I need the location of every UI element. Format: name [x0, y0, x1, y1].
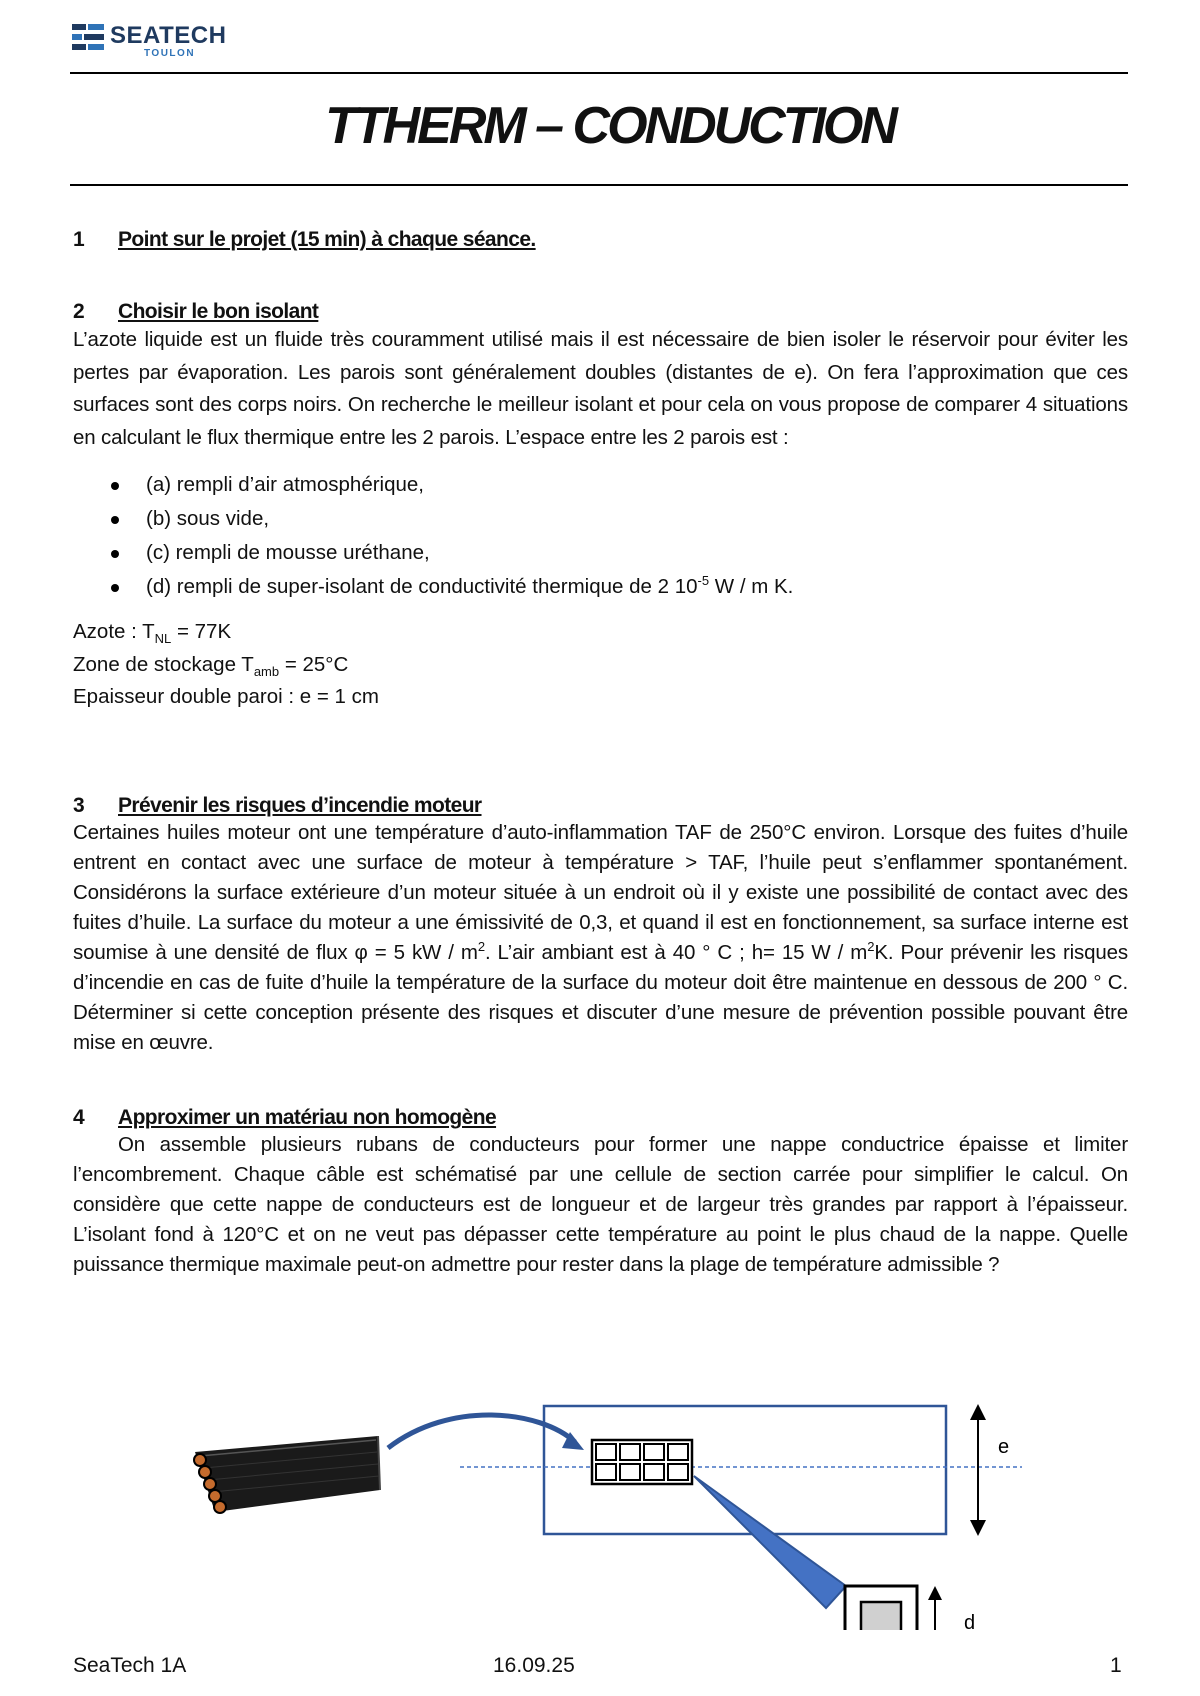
footer-course: SeaTech 1A — [73, 1654, 187, 1677]
section-3-number: 3 — [73, 794, 85, 817]
section-2-heading — [73, 300, 1128, 324]
logo-name: SEATECH — [110, 22, 227, 49]
section-3-text-1: Certaines huiles moteur ont une température d’auto-inflammation TAF de 250°C environ. Lorsque des fuites d’huile entrent en contact avec une surface de moteur à température > TAF, l’huile peut s’enflammer spontanément. Considérons la surface extérieure d’un moteur située à un endroit où il y existe une possibilité de contact avec des fuites d’huile. La surface du moteur a une émissivité de 0,3, et quand il est en fonctionnement, sa surface interne est soumise à une densité de flux φ = 5 kW / m — [73, 821, 1128, 964]
section-4-paragraph: On assemble plusieurs rubans de conducteurs pour former une nappe conductrice épaisse et limiter l’encombrement. Chaque câble est schématisé par une cellule de section carrée pour simplifier le calcul. On considère que cette nappe de conducteurs est de longueur et de largeur très grandes par rapport à l’épaisseur. L’isolant fond à 120°C et on ne veut pas dépasser cette température au point le plus chaud de la nappe. Quelle puissance thermique maximale peut-on admettre pour rester dans la plage de température admissible ? — [73, 1133, 1128, 1276]
bullet-icon — [111, 516, 119, 524]
footer-page-number: 1 — [1110, 1654, 1122, 1677]
azote-label: Azote : T — [73, 620, 155, 643]
cell-arrow-up — [928, 1586, 942, 1600]
section-4 — [73, 1106, 1128, 1280]
list-item — [73, 468, 1128, 502]
page-title: TTHERM – CONDUCTION — [325, 97, 895, 155]
wall-thickness: Epaisseur double paroi : e = 1 cm — [73, 685, 379, 708]
header-rule-bottom — [70, 184, 1128, 186]
curved-arrow — [388, 1415, 575, 1448]
section-1 — [73, 228, 1128, 252]
seatech-logo — [72, 18, 242, 60]
thickness-arrow-down — [970, 1520, 986, 1536]
bullet-icon — [111, 584, 119, 592]
storage-label: Zone de stockage T — [73, 652, 254, 676]
bullet-icon — [111, 550, 119, 558]
section-3-exponent-2: 2 — [867, 939, 875, 955]
given-data — [73, 616, 1128, 714]
option-d-exponent: -5 — [697, 573, 710, 589]
option-d-suffix: W / m K. — [709, 575, 794, 598]
option-c: (c) rempli de mousse uréthane, — [146, 541, 430, 564]
storage-subscript: amb — [253, 663, 280, 679]
section-4-heading — [73, 1106, 1128, 1130]
section-2-title: Choisir le bon isolant — [118, 300, 319, 323]
storage-value: = 25°C — [279, 652, 349, 676]
section-3 — [73, 794, 1128, 1058]
bullet-icon — [111, 482, 119, 490]
flat-cable-photo — [194, 1436, 380, 1513]
section-1-heading — [73, 228, 1128, 252]
section-2-paragraph: L’azote liquide est un fluide très couramment utilisé mais il est nécessaire de bien isoler le réservoir pour éviter les pertes par évaporation. Les parois sont généralement doubles (distantes de e). On fera l’approximation que ces surfaces sont des corps noirs. On recherche le meilleur isolant et pour cela on vous propose de comparer 4 situations en calculant le flux thermique entre les 2 parois. L’espace entre les 2 parois est : — [73, 328, 1128, 449]
zoom-callout-wedge — [694, 1476, 846, 1608]
logo-subtitle: TOULON — [144, 48, 196, 59]
option-d-prefix: (d) rempli de super-isolant de conductivité thermique de 2 10 — [146, 575, 698, 598]
azote-temperature — [73, 616, 1128, 649]
section-3-heading — [73, 794, 1128, 818]
section-1-title: Point sur le projet (15 min) à chaque séance. — [118, 228, 536, 251]
insulation-options-list — [73, 468, 1128, 604]
cell-grid — [592, 1440, 692, 1484]
thickness-arrow-up — [970, 1404, 986, 1420]
seatech-logo-icon — [72, 22, 108, 54]
section-3-exponent-1: 2 — [477, 939, 485, 955]
option-d — [146, 575, 793, 598]
section-1-number: 1 — [73, 228, 85, 251]
label-e: e — [998, 1436, 1010, 1458]
storage-temperature — [73, 649, 1128, 682]
list-item — [73, 570, 1128, 604]
section-3-text-2: . L’air ambiant est à 40 ° C ; h= 15 W / m — [484, 941, 868, 964]
section-3-title: Prévenir les risques d’incendie moteur — [118, 794, 482, 817]
section-3-text-3: K. Pour prévenir les risques d’incendie en cas de fuite d’huile la température de la surface du moteur doit être maintenue en dessous de 200 ° C. Déterminer si cette conception présente des risques et discuter d’une mesure de prévention possible pouvant être mise en œuvre. — [73, 941, 1128, 1054]
label-d: d — [964, 1612, 976, 1630]
section-3-paragraph — [73, 818, 1128, 1058]
section-4-number: 4 — [73, 1106, 85, 1129]
azote-subscript: NL — [154, 631, 172, 647]
azote-value: = 77K — [171, 620, 232, 643]
section-4-title: Approximer un matériau non homogène — [118, 1106, 497, 1129]
header-rule-top — [70, 72, 1128, 74]
section-2-number: 2 — [73, 300, 85, 323]
list-item — [73, 502, 1128, 536]
unit-cell-conductor — [861, 1602, 901, 1630]
conductor-figure — [0, 1390, 1200, 1630]
list-item — [73, 536, 1128, 570]
footer-date: 16.09.25 — [493, 1654, 575, 1677]
section-2 — [73, 300, 1128, 714]
option-a: (a) rempli d’air atmosphérique, — [146, 473, 425, 496]
option-b: (b) sous vide, — [146, 507, 270, 530]
